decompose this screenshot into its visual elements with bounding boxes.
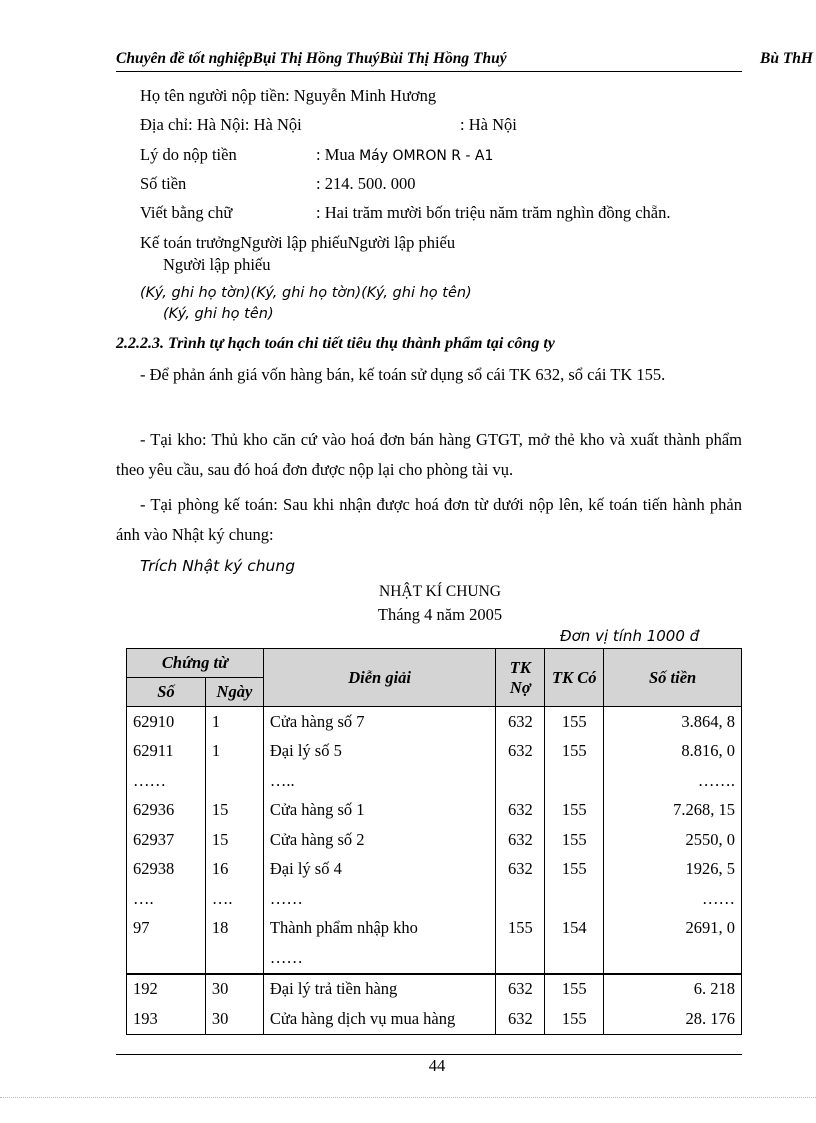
cell-amount: 2550, 0: [604, 825, 742, 855]
table-row: [127, 884, 742, 914]
cell-no: 192: [127, 974, 206, 1005]
cell-amount: 7.268, 15: [604, 796, 742, 826]
header-rule: [116, 71, 742, 72]
address-line: Địa chỉ: Hà Nội: Hà Nội: [140, 115, 302, 134]
cell-desc: Cửa hàng số 1: [263, 796, 495, 826]
paragraph-1: - Để phản ánh giá vốn hàng bán, kế toán sử dụng sổ cái TK 632, sổ cái TK 155.: [140, 365, 666, 384]
paragraph-2: - Tại kho: Thủ kho căn cứ vào hoá đơn bán hàng GTGT, mở thẻ kho và xuất thành phẩm theo yêu cầu, sau đó hoá đơn được nộp lại cho phòng tài vụ.: [116, 430, 742, 479]
cell-no: [127, 943, 206, 974]
cell-date: 15: [205, 825, 263, 855]
journal-table: [126, 648, 742, 1035]
cell-debit: [496, 943, 545, 974]
cell-date: 15: [205, 796, 263, 826]
cell-credit: 155: [545, 707, 604, 737]
cell-date: [205, 766, 263, 796]
cell-debit: 632: [496, 974, 545, 1005]
cell-credit: 155: [545, 825, 604, 855]
cell-no: 62937: [127, 825, 206, 855]
table-row: [127, 707, 742, 737]
cell-no: ……: [127, 766, 206, 796]
cell-credit: 155: [545, 737, 604, 767]
cell-date: ….: [205, 884, 263, 914]
cell-no: ….: [127, 884, 206, 914]
cell-debit: 632: [496, 1004, 545, 1034]
reason-label: Lý do nộp tiền: [140, 145, 237, 164]
journal-title: NHẬT KÍ CHUNG: [379, 583, 501, 600]
cell-amount: ……: [604, 884, 742, 914]
header-voucher-date: Ngày: [205, 678, 263, 707]
cell-amount: [604, 943, 742, 974]
cell-credit: [545, 884, 604, 914]
cell-date: 1: [205, 737, 263, 767]
cell-credit: [545, 766, 604, 796]
page-bottom-divider: [0, 1097, 816, 1098]
cell-debit: 632: [496, 825, 545, 855]
cell-date: 30: [205, 1004, 263, 1034]
cell-date: 18: [205, 914, 263, 944]
table-row: [127, 974, 742, 1005]
cell-no: 97: [127, 914, 206, 944]
cell-amount: 8.816, 0: [604, 737, 742, 767]
payer-line: Họ tên người nộp tiền: Nguyễn Minh Hương: [140, 86, 437, 105]
header-voucher-no: Số: [127, 678, 206, 707]
reason-item: Máy OMRON R - A1: [359, 148, 494, 164]
cell-desc: Đại lý số 5: [263, 737, 495, 767]
page-number: 44: [428, 1056, 446, 1075]
cell-desc: Đại lý số 4: [263, 855, 495, 885]
cell-amount: …….: [604, 766, 742, 796]
signers-line-2: Người lập phiếu: [163, 255, 271, 274]
header-credit-account: TK Có: [545, 649, 604, 707]
section-heading: 2.2.2.3. Trình tự hạch toán chi tiết tiêu thụ thành phẩm tại công ty: [116, 335, 555, 352]
cell-amount: 2691, 0: [604, 914, 742, 944]
cell-desc: Thành phẩm nhập kho: [263, 914, 495, 944]
header-description: Diễn giải: [263, 649, 495, 707]
header-debit-account: TK Nợ: [496, 649, 545, 707]
cell-credit: 155: [545, 855, 604, 885]
header-voucher: Chứng từ: [127, 649, 264, 678]
cell-debit: 632: [496, 855, 545, 885]
cell-desc: ……: [263, 884, 495, 914]
cell-no: 62911: [127, 737, 206, 767]
cell-date: 30: [205, 974, 263, 1005]
cell-desc: Đại lý trả tiền hàng: [263, 974, 495, 1005]
signers-line-1: Kế toán trưởngNgười lập phiếuNgười lập phiếu: [140, 233, 456, 252]
cell-no: 62936: [127, 796, 206, 826]
journal-period: Tháng 4 năm 2005: [377, 605, 503, 624]
cell-debit: [496, 766, 545, 796]
table-row: [127, 943, 742, 974]
cell-credit: 155: [545, 1004, 604, 1034]
cell-amount: 1926, 5: [604, 855, 742, 885]
cell-credit: 154: [545, 914, 604, 944]
cell-desc: …..: [263, 766, 495, 796]
cell-date: 1: [205, 707, 263, 737]
page-header-title: Chuyên đề tốt nghiệpBụi Thị Hồng ThuýBùi Thị Hồng Thuý: [116, 50, 507, 67]
table-row: [127, 766, 742, 796]
cell-no: 62938: [127, 855, 206, 885]
journal-unit: Đơn vị tính 1000 đ: [560, 627, 700, 645]
table-row: [127, 855, 742, 885]
cell-debit: 632: [496, 796, 545, 826]
cell-desc: Cửa hàng dịch vụ mua hàng: [263, 1004, 495, 1034]
table-row: [127, 796, 742, 826]
cell-desc: ……: [263, 943, 495, 974]
cell-amount: 6. 218: [604, 974, 742, 1005]
page-header-right: Bù ThH: [760, 50, 813, 67]
cell-amount: 3.864, 8: [604, 707, 742, 737]
table-row: [127, 825, 742, 855]
amount-label: Số tiền: [140, 174, 187, 193]
cell-credit: 155: [545, 974, 604, 1005]
cell-desc: Cửa hàng số 7: [263, 707, 495, 737]
reason-value: : Mua Máy OMRON R - A1: [316, 145, 494, 164]
table-row: [127, 914, 742, 944]
address-line-right: : Hà Nội: [460, 115, 517, 134]
extract-label: Trích Nhật ký chung: [140, 557, 296, 575]
table-row: [127, 737, 742, 767]
header-amount: Số tiền: [604, 649, 742, 707]
cell-credit: [545, 943, 604, 974]
cell-date: [205, 943, 263, 974]
cell-desc: Cửa hàng số 2: [263, 825, 495, 855]
cell-no: 62910: [127, 707, 206, 737]
table-row: [127, 1004, 742, 1034]
cell-debit: [496, 884, 545, 914]
cell-debit: 155: [496, 914, 545, 944]
cell-no: 193: [127, 1004, 206, 1034]
words-label: Viết bằng chữ: [140, 203, 233, 222]
words-value: : Hai trăm mười bốn triệu năm trăm nghìn đồng chẵn.: [316, 203, 671, 222]
cell-credit: 155: [545, 796, 604, 826]
footer-rule: [116, 1054, 742, 1055]
cell-date: 16: [205, 855, 263, 885]
cell-debit: 632: [496, 737, 545, 767]
amount-value: : 214. 500. 000: [316, 174, 416, 193]
paragraph-3: - Tại phòng kế toán: Sau khi nhận được hoá đơn từ dưới nộp lên, kế toán tiến hành phản ánh vào Nhật ký chung:: [116, 495, 742, 544]
sign-note-line-2: (Ký, ghi họ tên): [163, 306, 274, 322]
cell-debit: 632: [496, 707, 545, 737]
sign-note-line-1: (Ký, ghi họ tờn)(Ký, ghi họ tờn)(Ký, ghi họ tên): [140, 285, 472, 301]
cell-amount: 28. 176: [604, 1004, 742, 1034]
